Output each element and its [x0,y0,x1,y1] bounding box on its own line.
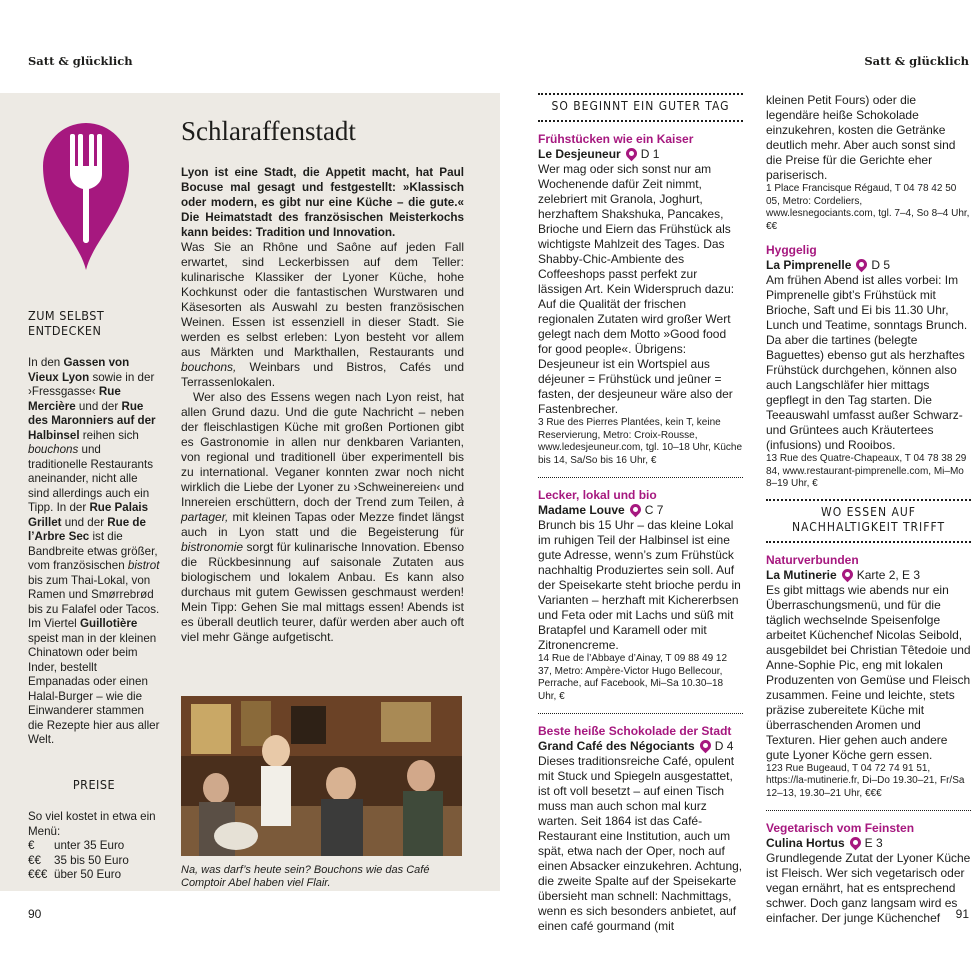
sidebar [28,309,160,883]
main-article [181,116,464,645]
divider [538,713,743,714]
divider [538,477,743,478]
sidebar-text-part: Gassen von Vieux Lyon [28,356,130,384]
price-symbol: €€€ [28,868,48,881]
sidebar-text-part: Rue Palais Grillet [28,501,149,529]
sidebar-text-part: In den [28,356,64,369]
sidebar-text-part: bouchons [28,443,79,456]
listing-column-2 [766,93,971,926]
entry-text: Brunch bis 15 Uhr – das kleine Lokal im ruhigen Teil der Halbinsel ist eine gute Adresse, wenn’s zum Frühstück nachhaltig Produziertes sein soll. Auf der Speisekarte steht brioche perdu in Varianten – herzhaft mit Kichererbsen und Feta oder mit Lachs und süß mit Bratapfel und Karamell oder mit Zitronencreme. [538,518,741,652]
entry-text: Wer mag oder sich sonst nur am Wochenende dafür Zeit nimmt, zelebriert mit Granola, Joghurt, herzhaftem Shakshuka, Pancakes, Brioche und Eiern das Frühstück als wichtigste Mahlzeit des Tages. Das Shabby-Chic-Ambiente des Coffeeshops passt perfekt zur lässigen Art. Kein Widerspruch dazu: Auf die Qualität der frischen regionalen Zutaten wird großer Wert gelegt nach dem Motto »Good food for good people«. Übrigens: Desjeuneur ist ein Wortspiel aus déjeuner = Frühstück und jeûner = fasten, der desjeuneur wäre also der Fastenbrecher. [538,162,735,416]
body-paragraph-1: Was Sie an Rhône und Saône auf jeden Fall erwartet, sind Leckerbissen auf dem Teller: kulinarische Klassiker der Lyoner Küche, hohe Kochkunst oder die fantastischen Wurstwaren und Käsesorten als Auswahl zu besten französischen Weinen. Essen ist essenziell in dieser Stadt. Sie werden es selbst erleben: Lyon besteht vor allem aus Märkten und Markthallen, Restaurants und bouchons, Weinbars und Bistros, Cafés und Terrassenlokalen. [181,240,464,389]
map-pin-icon [623,146,639,162]
map-reference: Karte 2, E 3 [856,567,921,582]
entry-category: Frühstücken wie ein Kaiser [538,132,694,146]
running-head-left: Satt & glücklich [28,54,133,68]
entry-address: 1 Place Francisque Régaud, T 04 78 42 50 05, Metro: Cordeliers, www.lesnegociants.com, tgl. 7–4, So 8–4 Uhr, €€ [766,183,970,232]
entry-text-continued: kleinen Petit Fours) oder die legendäre heiße Schokolade einzukehren, kosten die Getränke deutlich mehr. Aber auch sonst sind die Preise für die Gerichte eher pariserisch. [766,93,956,182]
map-pin-icon [697,738,713,754]
map-reference: D 4 [714,739,734,753]
running-head-right: Satt & glücklich [864,54,969,68]
sidebar-text-part: Guillotière [79,617,138,630]
fork-pin-icon [43,118,129,270]
map-pin-icon [839,566,855,582]
sidebar-text-part: sowie in der ›Fressgasse‹ [28,370,155,398]
price-list [28,839,160,883]
price-row [28,839,160,854]
price-row [28,868,160,883]
sidebar-text-part: Rue de l’Arbre Sec [28,515,146,543]
map-pin-icon [854,257,870,273]
price-row [28,854,160,869]
entry-text: Dieses traditionsreiche Café, opulent mit Stuck und Spiegeln ausgestattet, ist oft voll besetzt – auf einen Tisch muss man auch schon mal kurz warten. Seit 1864 ist das Café-Restaurant eine Institution, auch um spät, etwa nach der Oper, noch auf einen Absacker einzukehren. Achtung, die zweite Spalte auf der Speisekarte übersieht man schnell: Nachmittags, wenn es sich besonders anbietet, auf einen café gourmand (mit [538,754,743,933]
entry-name: Culina Hortus [766,836,845,850]
entry-address: 123 Rue Bugeaud, T 04 72 74 91 51, https://la-mutinerie.fr, Di–Do 19.30–21, Fr/Sa 12–13, 19.30–21 Uhr, €€€ [766,762,965,799]
price-range: unter 35 Euro [54,839,125,852]
sidebar-heading: ZUM SELBST ENTDECKEN [28,308,105,338]
entry-category: Naturverbunden [766,552,859,567]
entry-category: Beste heiße Schokolade der Stadt [538,724,732,738]
entry-address: 3 Rue des Pierres Plantées, kein T, keine Reservierung, Metro: Croix-Rousse, www.ledesjeuneur.com, tgl. 10–18 Uhr, Küche bis 14, Sa/So bis 16 Uhr, € [538,417,743,466]
price-symbol: € [28,839,35,852]
sidebar-text-part: und der [61,515,108,529]
map-reference: D 5 [871,258,891,272]
sidebar-text-part: speist man in der kleinen Chinatown oder beim Inder, bestellt Empanadas oder einen Halal-Burger – wie die Einwanderer stammen die Rezepte hier aus aller Welt. [28,631,160,746]
price-symbol: €€ [28,853,41,867]
body-paragraph-2: Wer also des Essens wegen nach Lyon reist, hat allen Grund dazu. Und die gute Nachricht – neben der fleischlastigen Küche mit großen Portionen gibt es Gastronomie in allen nur denkbaren Varianten, von regional und traditionell über experimentell bis zu international. Veganer konnten zwar noch nicht wirklich die Liebe der Lyoner zu ›Schweinereien‹ und Innereien erschüttern, doch der Trend zum Teilen, à partager, mit kleinen Tapas oder Mezze findet längst auch in Lyon statt und die Begeisterung für bistronomie sorgt für kulinarische Innovation. Ebenso die Rückbesinnung auf saisonale Zutaten aus biologischem und lokalem Anbau. Es kann also durchaus mit gutem Gewissen geschmaust werden! Mein Tipp: Gehen Sie mal mittags essen! Abends ist es überall deutlich teurer, dafür werden aber auch oft viel mehr Gänge aufgetischt. [181,390,464,644]
map-reference: E 3 [864,836,883,850]
entry-name: Madame Louve [538,503,625,517]
page-title: Schlaraffenstadt [181,116,356,146]
listing-column-1 [538,93,743,934]
entry-address: 14 Rue de l’Abbaye d’Ainay, T 09 88 49 12 37, Metro: Ampère-Victor Hugo Bellecour, Perrache, auf Facebook, Mi–Sa 10.30–18 Uhr, € [538,653,728,702]
sidebar-text-part: bistrot [127,559,160,572]
page-number-right: 91 [955,907,969,921]
lead-paragraph: Lyon ist eine Stadt, die Appetit macht, hat Paul Bocuse mal gesagt und festgestellt: »Klassisch oder modern, es gibt nur eine Küche – die gute.« Die Heimatstadt des französischen Meisterkochs kann beides: Tradition und Innovation. [181,166,464,239]
entry-name: Grand Café des Négociants [538,739,695,753]
prices-intro: So viel kostet in etwa ein Menü: [28,810,156,838]
entry-name: La Pimprenelle [766,258,852,272]
sidebar-text-part: Rue Mercière [28,385,121,413]
entry-name: La Mutinerie [766,567,837,582]
sidebar-text-part: Rue des Maronniers auf der Halbinsel [28,399,156,442]
prices-heading: PREISE [72,776,116,792]
entry-name: Le Desjeuneur [538,147,621,161]
photo-caption: Na, was darf’s heute sein? Bouchons wie das Café Comptoir Abel haben viel Flair. [181,864,430,889]
entry-text: Es gibt mittags wie abends nur ein Überraschungsmenü, und für die täglich wechselnde Speisenfolge arbeitet Küchenchef Nicolas Seibold, ausgebildet bei Christian Têtedoie und Anne-Sophie Pic, eng mit lokalen Produzenten von Gemüse und Fleisch zusammen. Feine und leichte, stets präzise zubereitete Küche mit überraschenden Aromen und Texturen. Hier gehen auch andere gute Lyoner Köche gern essen. [766,582,971,762]
sidebar-text-part: und der [75,399,122,413]
sidebar-text-part: reihen sich [79,428,139,442]
map-reference: D 1 [640,147,660,161]
sidebar-text [28,356,160,748]
entry-category: Hyggelig [766,243,817,257]
entry-category: Vegetarisch vom Feinsten [766,821,915,835]
section-heading-sustainability: WO ESSEN AUF NACHHALTIGKEIT TRIFFT [766,499,971,543]
entry-address: 13 Rue des Quatre-Chapeaux, T 04 78 38 29 84, www.restaurant-pimprenelle.com, Mi–Mo 8–19 Uhr, € [766,453,967,489]
entry-category: Lecker, lokal und bio [538,488,657,502]
section-heading-breakfast: SO BEGINNT EIN GUTER TAG [538,93,743,122]
sidebar-text-part: bis zum Thai-Lokal, von Ramen und Smørrebrød bis zu Falafel oder Tacos. Im Viertel [28,573,160,630]
restaurant-photo [181,696,462,856]
map-reference: C 7 [644,503,664,517]
page-number-left: 90 [28,907,42,921]
entry-text: Am frühen Abend ist alles vorbei: Im Pimprenelle gibt’s Frühstück mit Brioche, Saft und Ei bis 11.30 Uhr, Lunch und Teatime, sonntags Brunch. Da aber die tartines (belegte Baguettes) ebenso gut als herzhaftes Frühstück durchgehen, können also auch Langschläfer hier mittags gepflegt in den Tag starten. Die Teeauswahl umfasst außer Schwarz- und Grüntees auch Kräutertees (infusions) und Rooibos. [766,273,968,452]
price-range: 35 bis 50 Euro [54,853,129,867]
entry-text: Grundlegende Zutat der Lyoner Küche ist Fleisch. Wer sich vegetarisch oder vegan ernährt, hat es entsprechend schwer. Doch ganz langsam wird es einfacher. Der junge Küchenchef [766,851,971,925]
map-pin-icon [627,502,643,518]
price-range: über 50 Euro [54,868,122,881]
map-pin-icon [847,835,863,851]
divider [766,810,971,811]
sidebar-text-part: und traditionelle Restaurants aneinander, nicht alle sind allerdings auch ein Tipp. In der [28,443,154,514]
sidebar-text-part: ist die Bandbreite etwas größer, vom französischen [28,530,158,572]
